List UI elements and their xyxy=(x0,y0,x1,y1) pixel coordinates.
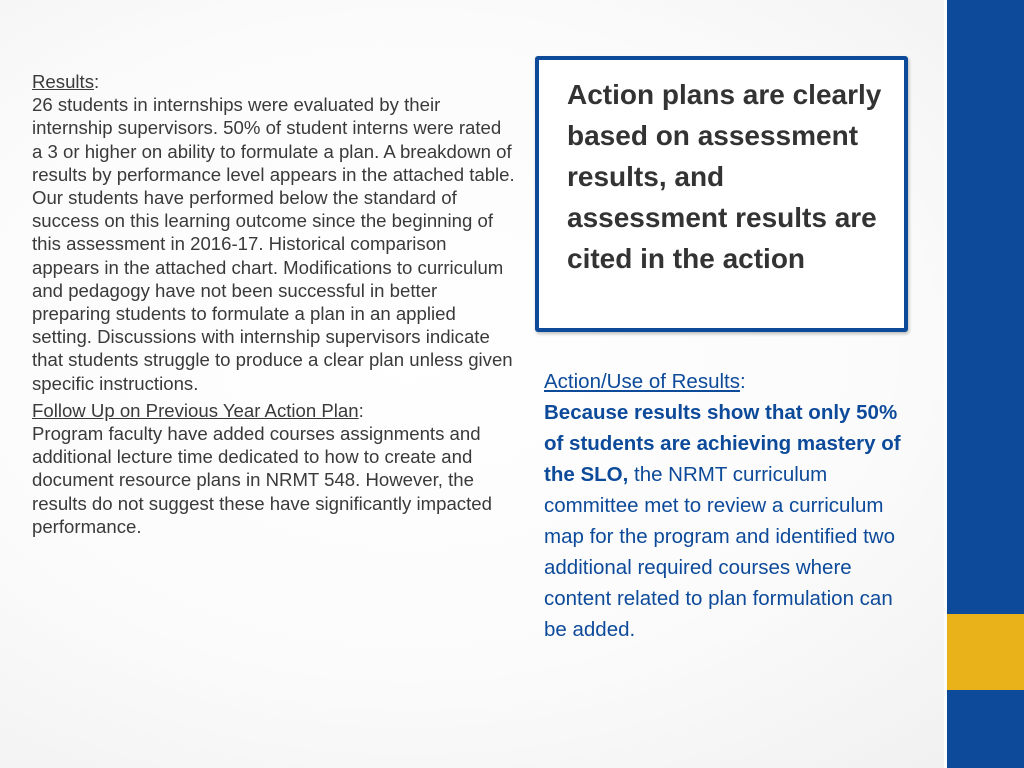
followup-heading: Follow Up on Previous Year Action Plan xyxy=(32,399,359,421)
sidebar-gold-band xyxy=(947,614,1024,690)
action-body xyxy=(544,397,904,645)
followup-section xyxy=(32,399,516,538)
action-heading-line xyxy=(544,366,904,397)
followup-body: Program faculty have added courses assignments and additional lecture time dedicated to how to create and document resource plans in NRMT 548. However, the results do not suggest these have significantly impacted performance. xyxy=(32,423,492,537)
callout-box xyxy=(535,56,908,332)
action-colon: : xyxy=(739,370,746,393)
results-body: 26 students in internships were evaluated by their internship supervisors. 50% of student interns were rated a 3 or higher on ability to formulate a plan. A breakdown of results by performance level appears in the attached table. Our students have performed below the standard of success on this learning outcome since the beginning of this assessment in 2016-17. Historical comparison appears in the attached chart. Modifications to curriculum and pedagogy have not been successful in better preparing students to formulate a plan in an applied setting. Discussions with internship supervisors indicate that students struggle to produce a clear plan unless given specific instructions. xyxy=(32,94,515,394)
results-column xyxy=(32,70,516,542)
results-colon: : xyxy=(94,71,100,92)
callout-text: Action plans are clearly based on assessment results, and assessment results are cited in the action xyxy=(567,79,882,274)
action-rest-text: the NRMT curriculum committee met to review a curriculum map for the program and identified two additional required courses where content related to plan formulation can be added. xyxy=(544,463,895,641)
results-section xyxy=(32,70,516,395)
action-heading: Action/Use of Results xyxy=(544,370,740,393)
followup-colon: : xyxy=(358,399,364,421)
action-section xyxy=(544,366,904,645)
action-bold-text: Because results show that only 50% of students are achieving mastery of the SLO, xyxy=(544,401,901,486)
results-heading: Results xyxy=(32,71,95,92)
